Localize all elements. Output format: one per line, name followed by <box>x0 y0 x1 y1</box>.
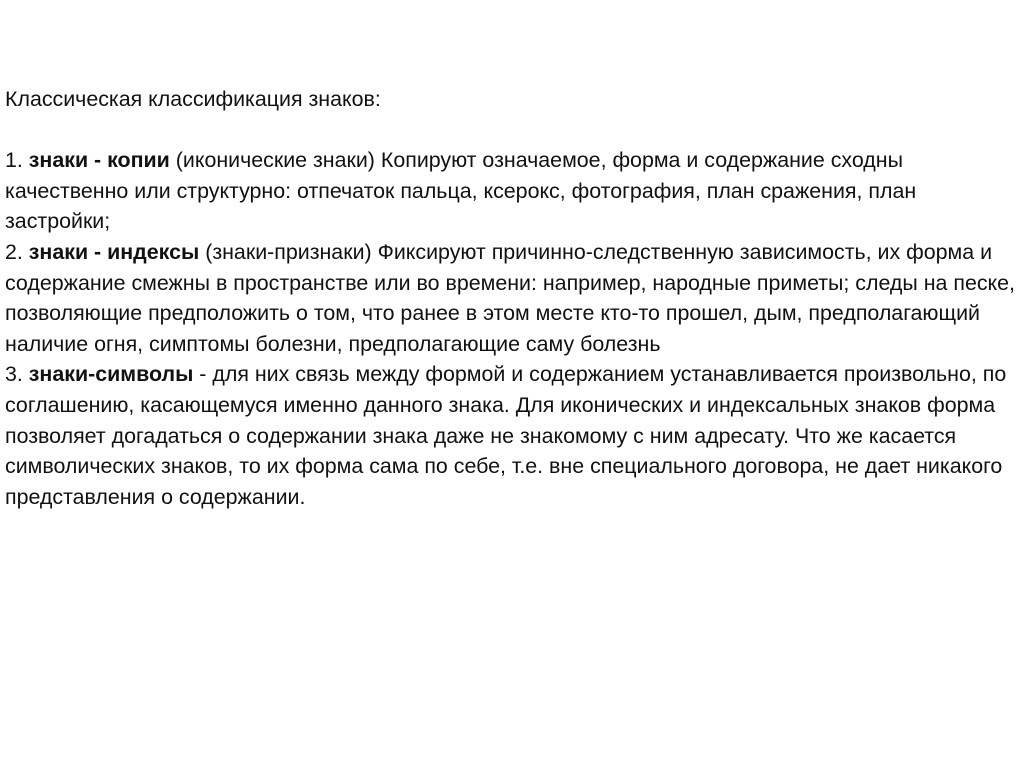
item-number: 1. <box>5 148 29 173</box>
item-term: знаки-символы <box>28 362 194 387</box>
item-text: - для них связь между формой и содержанием устанавливается произвольно, по соглашению, касающемуся именно данного знака. Для иконических и индексальных знаков форма позволяет догадаться о содержании знака даже не знакомому с ним адресату. Что же касается символических знаков, то их форма сама по себе, т.е. вне специального договора, не дает никакого представления о содержании. <box>5 362 1007 509</box>
slide-heading: Классическая классификация знаков: <box>5 87 381 111</box>
item-term: знаки - индексы <box>28 239 200 264</box>
item-term: знаки - копии <box>28 148 170 173</box>
list-item-indexes <box>5 237 1024 359</box>
list-item-copies <box>5 145 1024 237</box>
slide-body <box>5 84 1024 512</box>
list-item-symbols <box>5 359 1024 512</box>
blank-line <box>5 115 1024 146</box>
item-text: (знаки-признаки) Фиксируют причинно-следственную зависимость, их форма и содержание смежны в пространстве или во времени: например, народные приметы; следы на песке, позволяющие предположить о том, что ранее в этом месте кто-то прошел, дым, предполагающий наличие огня, симптомы болезни, предполагающие саму болезнь <box>5 239 1015 356</box>
item-number: 2. <box>5 239 29 264</box>
item-text: (иконические знаки) Копируют означаемое, форма и содержание сходны качественно или структурно: отпечаток пальца, ксерокс, фотография, план сражения, план застройки; <box>5 148 917 234</box>
item-number: 3. <box>5 362 29 387</box>
